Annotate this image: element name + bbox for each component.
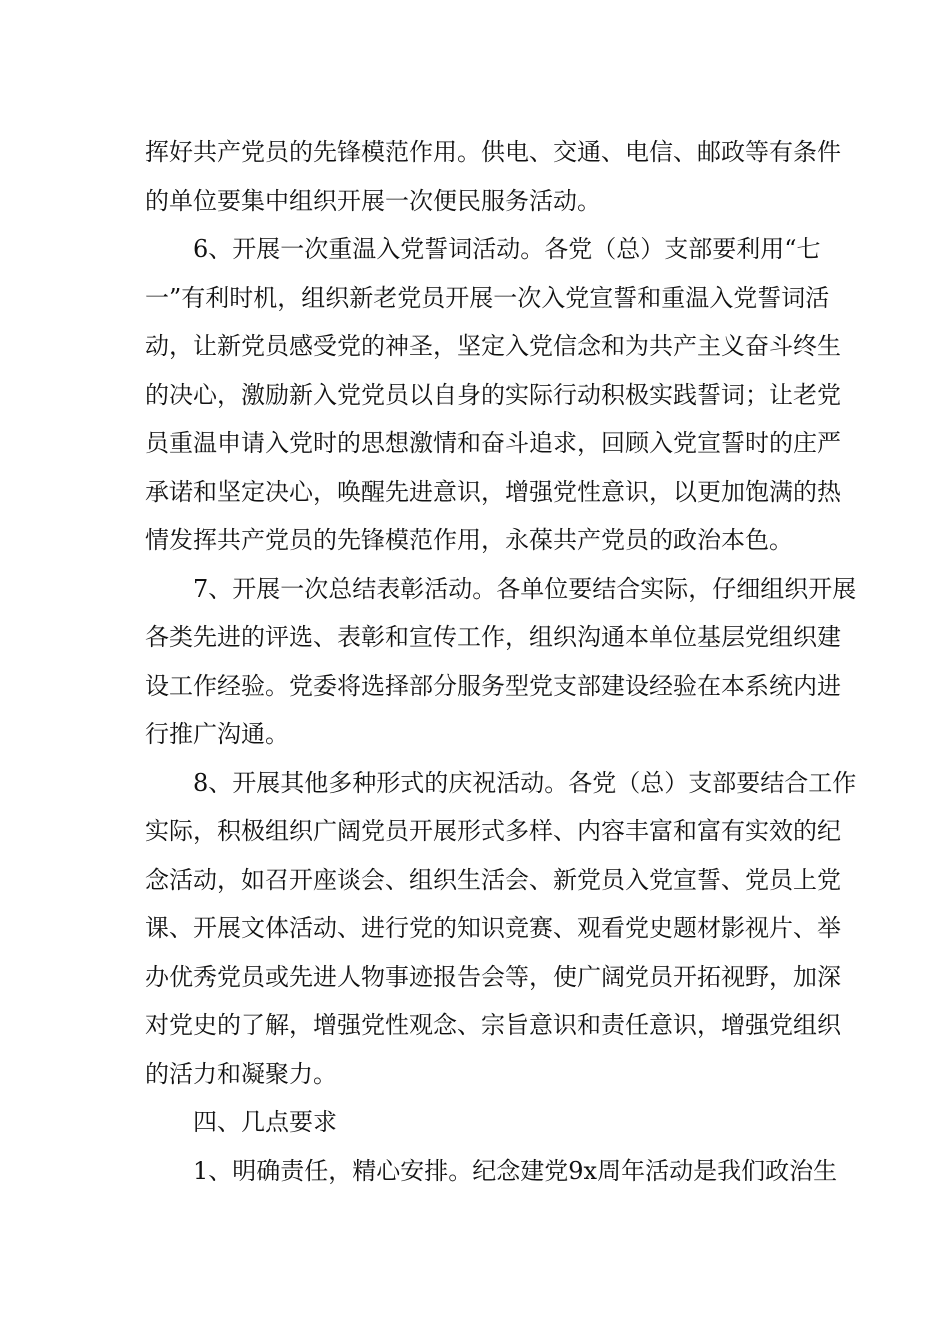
text-line: 的活力和凝聚力。 <box>145 1059 337 1088</box>
text-line: 设工作经验。党委将选择部分服务型党支部建设经验在本系统内进 <box>145 671 841 700</box>
text-line: 的单位要集中组织开展一次便民服务活动。 <box>145 186 601 215</box>
text-line: 6、开展一次重温入党誓词活动。各党（总）支部要利用“七 <box>193 235 821 263</box>
text-line: 念活动，如召开座谈会、组织生活会、新党员入党宣誓、党员上党 <box>145 865 841 894</box>
text-line: 行推广沟通。 <box>145 720 289 748</box>
text-line: 1、明确责任，精心安排。纪念建党9x周年活动是我们政治生 <box>193 1156 838 1185</box>
text-line: 8、开展其他多种形式的庆祝活动。各党（总）支部要结合工作 <box>193 768 857 797</box>
text-line: 办优秀党员或先进人物事迹报告会等，使广阔党员开拓视野，加深 <box>145 962 841 991</box>
text-line: 四、几点要求 <box>193 1108 337 1136</box>
text-line: 的决心，激励新入党党员以自身的实际行动积极实践誓词；让老党 <box>145 380 841 409</box>
text-line: 各类先进的评选、表彰和宣传工作，组织沟通本单位基层党组织建 <box>145 623 841 651</box>
text-line: 员重温申请入党时的思想激情和奋斗追求，回顾入党宣誓时的庄严 <box>145 429 841 457</box>
body-text <box>145 128 857 1195</box>
text-line: 一”有利时机，组织新老党员开展一次入党宣誓和重温入党誓词活 <box>145 283 830 312</box>
text-line: 课、开展文体活动、进行党的知识竞赛、观看党史题材影视片、举 <box>145 914 841 942</box>
text-line: 7、开展一次总结表彰活动。各单位要结合实际，仔细组织开展 <box>193 574 857 603</box>
text-line: 承诺和坚定决心，唤醒先进意识，增强党性意识，以更加饱满的热 <box>145 477 841 506</box>
text-line: 实际，积极组织广阔党员开展形式多样、内容丰富和富有实效的纪 <box>145 817 841 845</box>
text-line: 对党史的了解，增强党性观念、宗旨意识和责任意识，增强党组织 <box>145 1011 841 1039</box>
text-line: 情发挥共产党员的先锋模范作用，永葆共产党员的政治本色。 <box>145 526 793 554</box>
text-line: 动，让新党员感受党的神圣，坚定入党信念和为共产主义奋斗终生 <box>145 332 841 360</box>
text-line: 挥好共产党员的先锋模范作用。供电、交通、电信、邮政等有条件 <box>145 138 841 166</box>
